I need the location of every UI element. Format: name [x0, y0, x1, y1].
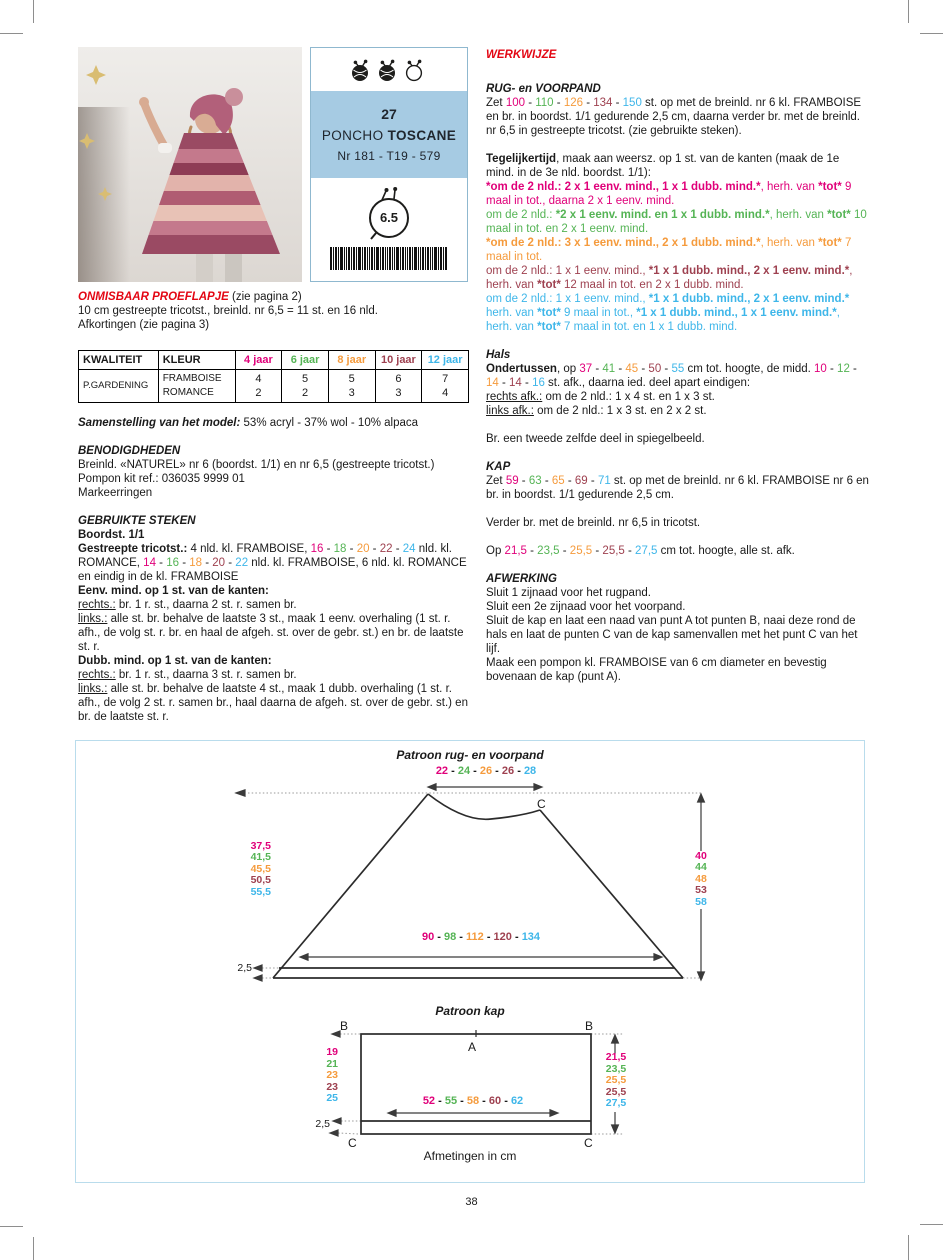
measure-value: 19	[326, 1046, 338, 1058]
double-dec-title: Dubb. mind. op 1 st. van de kanten:	[78, 655, 272, 667]
abbreviations-line: Afkortingen (zie pagina 3)	[78, 319, 210, 331]
table-data-row	[79, 370, 469, 403]
measure-value: 23	[326, 1080, 338, 1093]
model-photo	[78, 47, 302, 282]
back-front-cast-on: Zet 100 - 110 - 126 - 134 - 150 st. op met de breinld. nr 6 kl. FRAMBOISE en br. in boordst. 1/1 gedurende 2,5 cm, daarna verder br. met de breinld. nr 6,5 in gestreepte tricotst. (zie gebruikte steken).	[486, 97, 862, 137]
schematic1-bottom-widths: 90 - 98 - 112 - 120 - 134	[421, 931, 541, 943]
dimensions-caption: Afmetingen in cm	[423, 1149, 517, 1163]
single-dec-left: links.: alle st. br. behalve de laatste 3 st., maak 1 eenv. overhaling (1 st. r. afh., de volg st. r. br. en haal de afgeh. st. over de gebr. st.) en br. de laatste st. r.	[78, 613, 464, 653]
neck-instructions: Ondertussen, op 37 - 41 - 45 - 50 - 55 cm tot. hoogte, de midd. 10 - 12 - 14 - 14 - 16 st. afk., daarna ied. deel apart eindigen:	[486, 363, 857, 389]
dec-size-10: om de 2 nld.: 1 x 1 eenv. mind., *1 x 1 dubb. mind., 2 x 1 eenv. mind.*, herh. van *tot* 12 maal in tot. en 2 x 1 dubb. mind.	[486, 265, 853, 291]
pattern-title-band	[311, 91, 467, 178]
measure-value: 41,5	[250, 851, 271, 864]
page-number: 38	[465, 1196, 478, 1208]
neck-left: links afk.: om de 2 nld.: 1 x 3 st. en 2 x 2 st.	[486, 405, 707, 417]
qty-6jaar: 5 2	[282, 370, 329, 403]
finishing-line: Maak een pompon kl. FRAMBOISE van 6 cm diameter en bevestig bovenaan de kap (punt A).	[486, 657, 827, 683]
simultaneous-note: Tegelijkertijd, maak aan weersz. op 1 st. van de kanten (maak de 1e mind. in de 3e nld. boordst. 1/1):	[486, 153, 840, 179]
measure-value: 21	[326, 1057, 338, 1070]
composition: Samenstelling van het model: 53% acryl - 37% wol - 10% alpaca	[78, 417, 419, 429]
crop-mark	[908, 1235, 909, 1260]
double-dec-left: links.: alle st. br. behalve de laatste 4 st., maak 1 dubb. overhaling (1 st. r. afh., de volg 2 st. r. samen br., haal daarna de afgeh. st. over de gebr. st.) en br. de laatste st. r.	[78, 683, 468, 723]
measure-value: 27,5	[605, 1097, 627, 1110]
single-dec-right: rechts.: br. 1 r. st., daarna 2 st. r. samen br.	[78, 599, 297, 611]
col-kleur: KLEUR	[158, 351, 235, 370]
point-b-label: B	[340, 1019, 349, 1033]
swatch-heading: ONMISBAAR PROEFLAPJE (zie pagina 2)	[78, 291, 302, 303]
schematic2-title: Patroon kap	[435, 1004, 505, 1018]
dec-size-8: *om de 2 nld.: 3 x 1 eenv. mind., 2 x 1 dubb. mind.*, herh. van *tot* 7 maal in tot.	[486, 237, 852, 263]
measure-value: 23,5	[605, 1062, 627, 1075]
measure-value: 55,5	[250, 885, 271, 898]
crop-mark	[908, 0, 909, 23]
hood-title: KAP	[486, 461, 511, 473]
schematic2-left-heights	[292, 1047, 338, 1105]
schematics-box	[75, 740, 865, 1183]
striped-stitch: Gestreepte tricotst.: 4 nld. kl. FRAMBOISE, 16 - 18 - 20 - 22 - 24 nld. kl. ROMANCE, 14 - 16 - 18 - 20 - 22 nld. kl. FRAMBOISE, 6 nld. kl. ROMANCE en eindig in de kl. FRAMBOISE	[78, 543, 467, 583]
crop-mark	[0, 1226, 23, 1227]
sizes-table	[78, 350, 469, 403]
pattern-number: 27	[381, 106, 397, 122]
point-c-label: C	[584, 1136, 593, 1150]
needle-gauge-icon	[362, 186, 416, 242]
qty-10jaar: 6 3	[375, 370, 422, 403]
qty-4jaar: 4 2	[235, 370, 282, 403]
supplies-line: Breinld. «NATUREL» nr 6 (boordst. 1/1) en nr 6,5 (gestreepte tricotst.)	[78, 459, 435, 471]
supplies-line: Markeerringen	[78, 487, 153, 499]
finishing-line: Sluit 1 zijnaad voor het rugpand.	[486, 587, 651, 599]
table-header-row	[79, 351, 469, 370]
schematic1-top-widths: 22 - 24 - 26 - 26 - 28	[435, 765, 537, 777]
schematic2-right-heights	[597, 1052, 635, 1110]
yarn-balls-icon	[350, 58, 428, 82]
dec-size-6: om de 2 nld.: *2 x 1 eenv. mind. en 1 x 1 dubb. mind.*, herh. van *tot* 10 maal in tot. en 2 x 1 eenv. mind.	[486, 209, 867, 235]
measure-value: 48	[695, 872, 707, 885]
supplies-title: BENODIGDHEDEN	[78, 445, 181, 457]
neck-right: rechts afk.: om de 2 nld.: 1 x 4 st. en 1 x 3 st.	[486, 391, 715, 403]
measure-value: 40	[695, 850, 707, 862]
finishing-title: AFWERKING	[486, 573, 557, 585]
col-10jaar: 10 jaar	[375, 351, 422, 370]
point-a-label: A	[468, 1040, 477, 1054]
single-dec-title: Eenv. mind. op 1 st. van de kanten:	[78, 585, 269, 597]
schematics-drawing	[76, 741, 864, 1182]
pattern-name: PONCHO TOSCANE	[321, 128, 457, 143]
col-6jaar: 6 jaar	[282, 351, 329, 370]
measure-value: 21,5	[605, 1051, 627, 1063]
hood-cast-on: Zet 59 - 63 - 65 - 69 - 71 st. op met de breinld. nr 6 kl. FRAMBOISE nr 6 en br. in boordst. 1/1 gedurende 2,5 cm.	[486, 475, 869, 501]
rib-stitch: Boordst. 1/1	[78, 529, 145, 541]
finishing-line: Sluit de kap en laat een naad van punt A tot punten B, naai deze rond de hals en laat de punten C van de kap samenvallen met het punt C van het lijf.	[486, 615, 858, 655]
dec-size-4: *om de 2 nld.: 2 x 1 eenv. mind., 1 x 1 dubb. mind.*, herh. van *tot* 9 maal in tot., daarna 2 x 1 eenv. mind.	[486, 181, 852, 207]
measure-value: 45,5	[250, 862, 271, 875]
measure-value: 53	[695, 884, 707, 897]
hood-continue: Verder br. met de breinld. nr 6,5 in tricotst.	[486, 517, 701, 529]
finishing-line: Sluit een 2e zijnaad voor het voorpand.	[486, 601, 686, 613]
measure-value: 25,5	[605, 1085, 627, 1098]
hood-bind-off: Op 21,5 - 23,5 - 25,5 - 25,5 - 27,5 cm tot. hoogte, alle st. afk.	[486, 545, 795, 557]
pattern-reference: Nr 181 - T19 - 579	[337, 149, 441, 163]
schematic1-left-heights	[223, 841, 271, 898]
schematic2-widths: 52 - 55 - 58 - 60 - 62	[422, 1095, 524, 1107]
difficulty-rating	[311, 48, 467, 91]
crop-mark	[920, 1224, 943, 1225]
col-12jaar: 12 jaar	[422, 351, 469, 370]
supplies-line: Pompon kit ref.: 036035 9999 01	[78, 473, 245, 485]
measure-value: 25,5	[605, 1074, 627, 1087]
double-dec-right: rechts.: br. 1 r. st., daarna 3 st. r. samen br.	[78, 669, 297, 681]
schematic1-band-measure: 2,5	[237, 962, 252, 974]
crop-mark	[33, 1237, 34, 1260]
schematic2-band-measure: 2,5	[315, 1118, 330, 1130]
col-kwaliteit: KWALITEIT	[79, 351, 159, 370]
photo-illustration	[78, 47, 302, 282]
measure-value: 50,5	[250, 874, 271, 887]
pattern-info-box	[310, 47, 468, 282]
crop-mark	[0, 33, 23, 34]
qty-12jaar: 7 4	[422, 370, 469, 403]
instructions-title: WERKWIJZE	[486, 49, 557, 61]
measure-value: 25	[326, 1092, 338, 1105]
right-column	[486, 48, 869, 684]
measure-value: 44	[695, 861, 707, 874]
yarn-colors: FRAMBOISE ROMANCE	[158, 370, 235, 403]
point-c-label: C	[348, 1136, 357, 1150]
qty-8jaar: 5 3	[328, 370, 375, 403]
back-front-title: RUG- en VOORPAND	[486, 83, 601, 95]
barcode-image	[330, 247, 448, 275]
mirror-note: Br. een tweede zelfde deel in spiegelbeeld.	[486, 433, 705, 445]
crop-mark	[920, 33, 943, 34]
swatch-line: 10 cm gestreepte tricotst., breinld. nr 6,5 = 11 st. en 16 nld.	[78, 305, 378, 317]
measure-value: 37,5	[250, 840, 271, 852]
measure-value: 23	[326, 1069, 338, 1082]
schematic1-title: Patroon rug- en voorpand	[396, 748, 544, 762]
measure-value: 58	[695, 895, 707, 908]
neck-title: Hals	[486, 349, 511, 361]
yarn-quality: P.GARDENING	[79, 370, 159, 403]
col-8jaar: 8 jaar	[328, 351, 375, 370]
col-4jaar: 4 jaar	[235, 351, 282, 370]
point-b-label: B	[585, 1019, 594, 1033]
schematic1-right-heights	[683, 851, 719, 908]
point-c-label: C	[537, 797, 546, 811]
dec-size-12: om de 2 nld.: 1 x 1 eenv. mind., *1 x 1 dubb. mind., 2 x 1 eenv. mind.* herh. van *tot* 9 maal in tot., *1 x 1 dubb. mind., 1 x 1 eenv. mind.*, herh. van *tot* 7 maal in tot. en 1 x 1 dubb. mind.	[486, 293, 850, 333]
needle-size-value: 6.5	[379, 210, 399, 225]
info-box-bottom	[311, 178, 467, 281]
left-column	[78, 290, 469, 724]
crop-mark	[33, 0, 34, 23]
stitches-title: GEBRUIKTE STEKEN	[78, 515, 196, 527]
